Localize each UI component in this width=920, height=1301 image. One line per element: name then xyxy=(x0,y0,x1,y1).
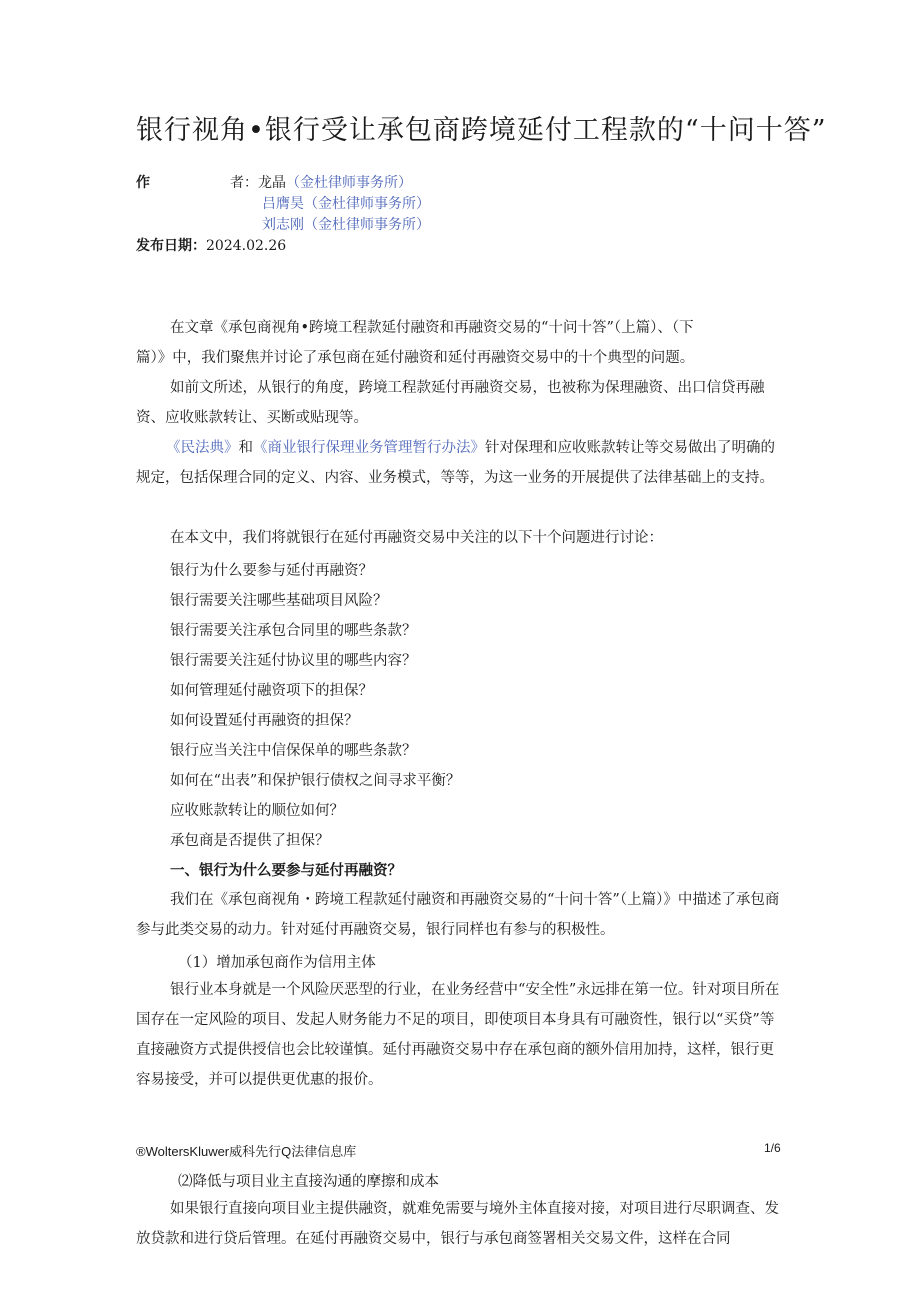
author-line-2 xyxy=(262,193,430,213)
author-label-start: 作 xyxy=(136,175,150,191)
question-item: 如何在“出表”和保护银行债权之间寻求平衡？ xyxy=(170,773,461,789)
factoring-rules-link[interactable]: 《商业银行保理业务管理暂行办法》 xyxy=(253,440,485,456)
page-number: 1/6 xyxy=(764,1141,781,1155)
intro-line-2: 篇）》中，我们聚焦并讨论了承包商在延付融资和延付再融资交易中的十个典型的问题。 xyxy=(136,350,695,366)
author-line-3 xyxy=(262,214,430,234)
question-item: 银行需要关注哪些基础项目风险？ xyxy=(170,593,388,609)
author-line xyxy=(136,172,412,192)
paragraph-3-and: 和 xyxy=(238,440,253,456)
date-value: 2024.02.26 xyxy=(206,238,287,254)
page-2-paragraph: 如果银行直接向项目业主提供融资，就难免需要与境外主体直接对接，对项目进行尽职调查、发放贷款和进行贷后管理。在延付再融资交易中，银行与承包商签署相关交易文件，这样在合同 xyxy=(136,1201,779,1247)
author-firm-2[interactable]: （金杜律师事务所） xyxy=(304,196,430,212)
question-item: 如何设置延付再融资的担保？ xyxy=(170,713,359,729)
section-1-paragraph-1: 我们在《承包商视角・跨境工程款延付融资和再融资交易的“十问十答”（上篇）》中描述了承包商参与此类交易的动力。针对延付再融资交易，银行同样也有参与的积极性。 xyxy=(136,892,780,938)
author-label-end: 者： xyxy=(230,175,258,191)
subheading-2: ⑵降低与项目业主直接沟通的摩擦和成本 xyxy=(178,1174,439,1190)
author-name-3[interactable]: 刘志刚 xyxy=(262,217,304,233)
author-firm-1[interactable]: （金杜律师事务所） xyxy=(286,175,412,191)
author-name-2[interactable]: 吕膺昊 xyxy=(262,196,304,212)
page-title: 银行视角•银行受让承包商跨境延付工程款的“十问十答” xyxy=(136,115,827,146)
civil-code-link[interactable]: 《民法典》 xyxy=(166,440,239,456)
publish-date xyxy=(136,235,286,255)
paragraph-4: 在本文中，我们将就银行在延付再融资交易中关注的以下十个问题进行讨论： xyxy=(170,530,663,546)
footer-source: ®WoltersKluwer威科先行Q法律信息库 xyxy=(136,1144,357,1159)
question-item: 银行需要关注承包合同里的哪些条款？ xyxy=(170,623,417,639)
question-item: 银行为什么要参与延付再融资？ xyxy=(170,563,373,579)
author-name-1: 龙晶 xyxy=(258,175,286,191)
paragraph-3 xyxy=(136,433,786,493)
subheading-1: （1）增加承包商作为信用主体 xyxy=(178,955,376,971)
question-item: 银行应当关注中信保保单的哪些条款？ xyxy=(170,743,417,759)
paragraph-2: 如前文所述，从银行的角度，跨境工程款延付再融资交易，也被称为保理融资、出口信贷再融资、应收账款转让、买断或贴现等。 xyxy=(136,380,765,426)
author-firm-3[interactable]: （金杜律师事务所） xyxy=(304,217,430,233)
question-item: 银行需要关注延付协议里的哪些内容？ xyxy=(170,653,417,669)
section-1-heading: 一、银行为什么要参与延付再融资？ xyxy=(170,863,402,879)
question-item: 应收账款转让的顺位如何？ xyxy=(170,803,344,819)
date-label: 发布日期： xyxy=(136,238,206,254)
question-item: 承包商是否提供了担保？ xyxy=(170,833,330,849)
paragraph-3-text: 针对保理和应收账款转让等交易做出了明确的规定，包括保理合同的定义、内容、业务模式，等等，为这一业务的开展提供了法律基础上的支持。 xyxy=(136,440,775,486)
section-1-paragraph-2: 银行业本身就是一个风险厌恶型的行业，在业务经营中“安全性”永远排在第一位。针对项目所在国存在一定风险的项目、发起人财务能力不足的项目，即使项目本身具有可融资性，银行以“买贷”等直接融资方式提供授信也会比较谨慎。延付再融资交易中存在承包商的额外信用加持，这样，银行更容易接受，并可以提供更优惠的报价。 xyxy=(136,982,780,1088)
intro-line-1: 在文章《承包商视角•跨境工程款延付融资和再融资交易的“十问十答”（上篇）、（下 xyxy=(170,320,694,336)
question-item: 如何管理延付融资项下的担保？ xyxy=(170,683,373,699)
